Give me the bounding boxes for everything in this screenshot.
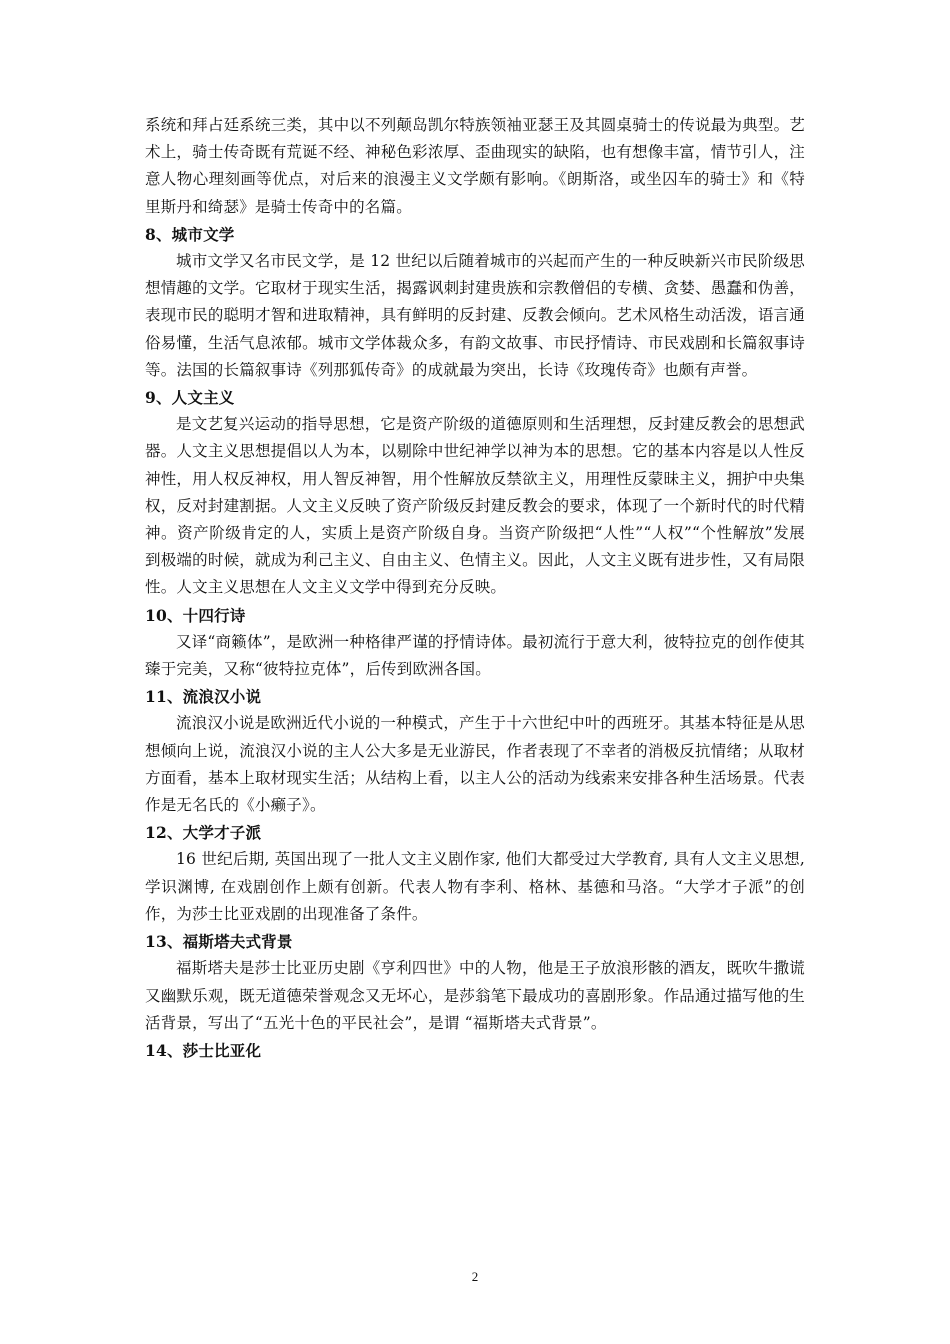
paragraph-humanism: 是文艺复兴运动的指导思想，它是资产阶级的道德原则和生活理想，反封建反教会的思想武器。人文主义思想提倡以人为本，以剔除中世纪神学以神为本的思想。它的基本内容是以人性反神性，用人权反神权，用人智反神智，用个性解放反禁欲主义，用理性反蒙昧主义，拥护中央集权，反对封建割据。人文主义反映了资产阶级反封建反教会的要求，体现了一个新时代的时代精神。资产阶级肯定的人，实质上是资产阶级自身。当资产阶级把“人性”“人权”“个性解放”发展到极端的时候，就成为利己主义、自由主义、色情主义。因此，人文主义既有进步性，又有局限性。人文主义思想在人文主义文学中得到充分反映。: [145, 415, 805, 597]
paragraph-city-literature: 城市文学又名市民文学，是 12 世纪以后随着城市的兴起而产生的一种反映新兴市民阶级思想情趣的文学。它取材于现实生活，揭露讽刺封建贵族和宗教僧侣的专横、贪婪、愚蠢和伪善，表现市民的聪明才智和进取精神，具有鲜明的反封建、反教会倾向。艺术风格生动活泼，语言通俗易懂，生活气息浓郁。城市文学体裁众多，有韵文故事、市民抒情诗、市民戏剧和长篇叙事诗等。法国的长篇叙事诗《列那狐传奇》的成就最为突出，长诗《玫瑰传奇》也颇有声誉。: [145, 252, 805, 379]
heading-university-wits: 12、大学才子派: [145, 823, 262, 843]
paragraph-university-wits: 16 世纪后期, 英国出现了一批人文主义剧作家, 他们大都受过大学教育, 具有人文主义思想, 学识渊博, 在戏剧创作上颇有创新。代表人物有李利、格林、基德和马洛。“大学才子派”的创作，为莎士比亚戏剧的出现准备了条件。: [145, 850, 805, 923]
paragraph-knight-romance-end: 系统和拜占廷系统三类，其中以不列颠岛凯尔特族领袖亚瑟王及其圆桌骑士的传说最为典型。艺术上，骑士传奇既有荒诞不经、神秘色彩浓厚、歪曲现实的缺陷，也有想像丰富，情节引人，注意人物心理刻画等优点，对后来的浪漫主义文学颇有影响。《朗斯洛，或坐囚车的骑士》和《特里斯丹和绮瑟》是骑士传奇中的名篇。: [145, 116, 805, 216]
paragraph-falstaffian-background: 福斯塔夫是莎士比亚历史剧《亨利四世》中的人物，他是王子放浪形骸的酒友，既吹牛撒谎又幽默乐观，既无道德荣誉观念又无坏心，是莎翁笔下最成功的喜剧形象。作品通过描写他的生活背景，写出了“五光十色的平民社会”，是谓 “福斯塔夫式背景”。: [145, 959, 805, 1032]
heading-city-literature: 8、城市文学: [145, 224, 235, 244]
document-body: [145, 112, 805, 1064]
heading-falstaffian-background: 13、福斯塔夫式背景: [145, 932, 293, 952]
paragraph-picaresque-novel: 流浪汉小说是欧洲近代小说的一种模式，产生于十六世纪中叶的西班牙。其基本特征是从思想倾向上说，流浪汉小说的主人公大多是无业游民，作者表现了不幸者的消极反抗情绪；从取材方面看，基本上取材现实生活；从结构上看，以主人公的活动为线索来安排各种生活场景。代表作是无名氏的《小癞子》。: [145, 714, 805, 815]
paragraph-sonnet: 又译“商籁体”，是欧洲一种格律严谨的抒情诗体。最初流行于意大利，彼特拉克的创作使其臻于完美，又称“彼特拉克体”，后传到欧洲各国。: [145, 632, 805, 679]
heading-picaresque-novel: 11、流浪汉小说: [145, 687, 262, 707]
heading-shakespearization: 14、莎士比亚化: [145, 1040, 262, 1060]
heading-humanism: 9、人文主义: [145, 388, 235, 408]
page-number: 2: [471, 1269, 479, 1284]
heading-sonnet: 10、十四行诗: [145, 605, 246, 625]
